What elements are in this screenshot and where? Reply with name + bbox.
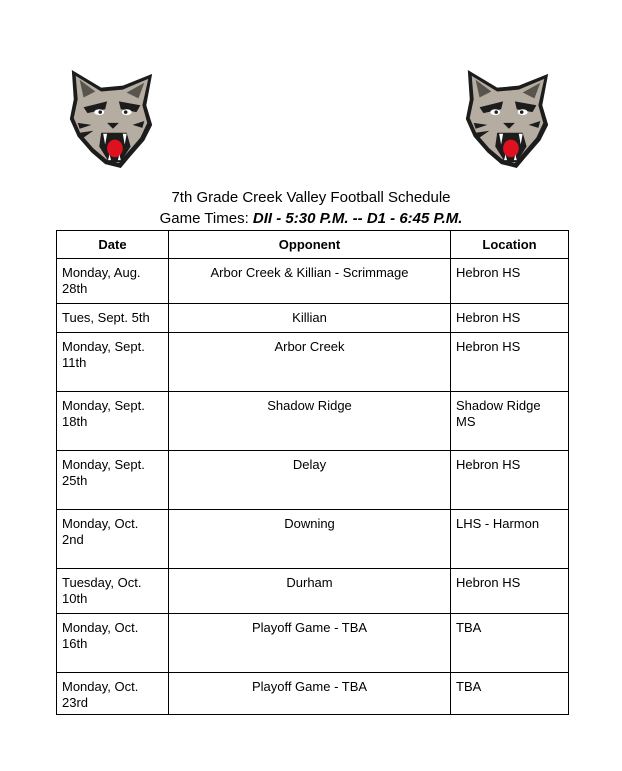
table-row bbox=[57, 614, 569, 673]
location-cell: Hebron HS bbox=[451, 259, 569, 304]
table-row bbox=[57, 673, 569, 715]
column-header-location: Location bbox=[451, 231, 569, 259]
location-cell: Hebron HS bbox=[451, 333, 569, 392]
game-times bbox=[0, 209, 622, 229]
opponent-cell: Shadow Ridge bbox=[169, 392, 451, 451]
wildcat-mascot-icon bbox=[62, 66, 160, 172]
wildcat-mascot-icon bbox=[458, 66, 556, 172]
game-times-value: DII - 5:30 P.M. -- D1 - 6:45 P.M. bbox=[252, 210, 463, 227]
page-title: 7th Grade Creek Valley Football Schedule bbox=[171, 189, 451, 206]
location-cell: Hebron HS bbox=[451, 304, 569, 333]
date-cell: Tues, Sept. 5th bbox=[57, 304, 169, 333]
opponent-cell: Playoff Game - TBA bbox=[169, 673, 451, 715]
location-cell: LHS - Harmon bbox=[451, 510, 569, 569]
date-cell: Monday, Oct. 23rd bbox=[57, 673, 169, 715]
opponent-cell: Delay bbox=[169, 451, 451, 510]
table-row bbox=[57, 569, 569, 614]
schedule-table bbox=[56, 230, 569, 715]
table-row bbox=[57, 451, 569, 510]
date-cell: Monday, Sept. 25th bbox=[57, 451, 169, 510]
table-row bbox=[57, 333, 569, 392]
date-cell: Monday, Sept. 11th bbox=[57, 333, 169, 392]
table-row bbox=[57, 510, 569, 569]
date-cell: Monday, Aug. 28th bbox=[57, 259, 169, 304]
location-cell: Hebron HS bbox=[451, 569, 569, 614]
date-cell: Monday, Oct. 16th bbox=[57, 614, 169, 673]
table-row bbox=[57, 259, 569, 304]
table-row bbox=[57, 392, 569, 451]
location-cell: TBA bbox=[451, 673, 569, 715]
opponent-cell: Arbor Creek bbox=[169, 333, 451, 392]
table-header-row bbox=[57, 231, 569, 259]
opponent-cell: Downing bbox=[169, 510, 451, 569]
opponent-cell: Durham bbox=[169, 569, 451, 614]
date-cell: Monday, Sept. 18th bbox=[57, 392, 169, 451]
game-times-label: Game Times: bbox=[159, 210, 253, 227]
date-cell: Tuesday, Oct. 10th bbox=[57, 569, 169, 614]
column-header-date: Date bbox=[57, 231, 169, 259]
opponent-cell: Killian bbox=[169, 304, 451, 333]
location-cell: TBA bbox=[451, 614, 569, 673]
location-cell: Hebron HS bbox=[451, 451, 569, 510]
location-cell: Shadow Ridge MS bbox=[451, 392, 569, 451]
opponent-cell: Arbor Creek & Killian - Scrimmage bbox=[169, 259, 451, 304]
table-row bbox=[57, 304, 569, 333]
opponent-cell: Playoff Game - TBA bbox=[169, 614, 451, 673]
column-header-opponent: Opponent bbox=[169, 231, 451, 259]
date-cell: Monday, Oct. 2nd bbox=[57, 510, 169, 569]
